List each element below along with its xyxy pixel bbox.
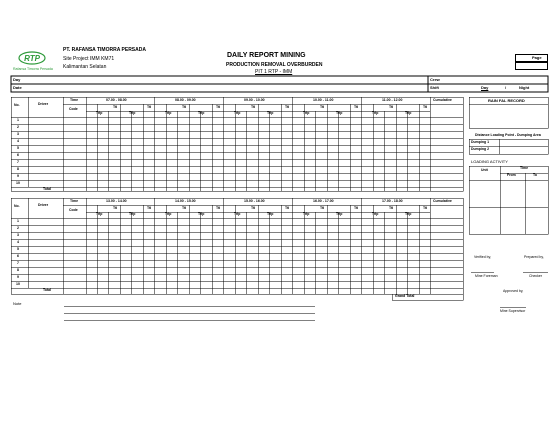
page-label: Page: [532, 55, 542, 60]
t1-ttl-header: Ttl: [182, 105, 187, 109]
mine-foreman-label: Mine Foreman: [475, 274, 498, 278]
shift-day: Day: [481, 85, 489, 90]
t1-ttl-header: Ttl: [251, 105, 256, 109]
t2-trip-header: Trip: [165, 212, 172, 216]
t2-cumulative-header: Cumulative: [433, 199, 452, 203]
t2-time-slot: 13.00 - 14.00: [106, 199, 127, 203]
t2-row-number: 8: [17, 268, 19, 272]
shift-night: Night: [519, 85, 530, 90]
t1-ttl-header: Ttl: [320, 105, 325, 109]
t2-row-number: 9: [17, 275, 19, 279]
t2-ttl-header: Ttl: [113, 206, 118, 210]
t1-row-number: 1: [17, 118, 19, 122]
t2-time-slot: 17.00 - 18.00: [382, 199, 403, 203]
verified-by-label: Verified by,: [474, 255, 492, 259]
t1-ttl-header: Ttl: [389, 105, 394, 109]
mine-supervisor-label: Mine Supervisor: [500, 309, 526, 313]
t1-trip-header: Trip: [198, 111, 205, 115]
t1-row-number: 9: [17, 174, 19, 178]
loading-unit-header: Unit: [481, 168, 488, 172]
t2-ttl-header: Ttl: [389, 206, 394, 210]
t1-time-slot: 11.00 - 12.00: [382, 98, 403, 102]
t2-ttl-header: Ttl: [320, 206, 325, 210]
distance-label: Distance Loading Point - Dumping Area: [475, 133, 541, 137]
t2-trip-header: Trip: [129, 212, 136, 216]
t1-ttl-header: Ttl: [113, 105, 118, 109]
t2-row-number: 6: [17, 254, 19, 258]
t1-row-number: 2: [17, 125, 19, 129]
t2-ttl-header: Ttl: [216, 206, 221, 210]
t2-trip-header: Trip: [303, 212, 310, 216]
t1-ttl-header: Ttl: [354, 105, 359, 109]
logo-text: RTP: [24, 54, 40, 63]
t1-row-number: 8: [17, 167, 19, 171]
t1-trip-header: Trip: [96, 111, 103, 115]
prepared-by-label: Prepared by,: [524, 255, 544, 259]
t2-row-number: 5: [17, 247, 19, 251]
t1-time-slot: 09.00 - 10.00: [244, 98, 265, 102]
t1-ttl-header: Ttl: [285, 105, 290, 109]
t2-row-number: 1: [17, 219, 19, 223]
crew-label: Crew: [430, 77, 440, 82]
t1-ttl-header: Ttl: [147, 105, 152, 109]
t2-row-number: 4: [17, 240, 19, 244]
t1-driver-header: Driver: [38, 102, 49, 106]
t1-ttl-header: Ttl: [423, 105, 428, 109]
date-label: Date: [13, 85, 22, 90]
t1-trip-header: Trip: [303, 111, 310, 115]
grand-total-label: Grand Total: [395, 294, 415, 298]
shift-label: Shift: [430, 85, 439, 90]
site-name: Site Project IMM KM71: [63, 56, 115, 62]
t1-trip-header: Trip: [372, 111, 379, 115]
t2-ttl-header: Ttl: [423, 206, 428, 210]
t1-row-number: 7: [17, 160, 19, 164]
t2-time-header: Time: [70, 199, 79, 203]
t1-row-number: 10: [16, 181, 20, 185]
t2-trip-header: Trip: [267, 212, 274, 216]
t1-time-slot: 10.00 - 11.00: [313, 98, 334, 102]
t1-trip-header: Trip: [234, 111, 241, 115]
t2-time-slot: 16.00 - 17.00: [313, 199, 334, 203]
t2-row-number: 7: [17, 261, 19, 265]
t1-time-slot: 08.00 - 09.00: [175, 98, 196, 102]
t1-no-header: No.: [14, 103, 20, 107]
shift-separator: /: [505, 85, 507, 90]
report-code: PIT 1 RTP - IMM: [255, 69, 293, 75]
t1-ttl-header: Ttl: [216, 105, 221, 109]
t2-trip-header: Trip: [96, 212, 103, 216]
t1-row-number: 5: [17, 146, 19, 150]
t1-cumulative-header: Cumulative: [433, 98, 452, 102]
report-title: DAILY REPORT MINING: [227, 52, 306, 59]
checker-label: Checker: [529, 274, 543, 278]
t1-trip-header: Trip: [165, 111, 172, 115]
t1-trip-header: Trip: [267, 111, 274, 115]
t2-total-label: Total: [43, 288, 52, 292]
rainfall-title: RAIN FAL RECORD: [488, 98, 525, 103]
t2-row-number: 3: [17, 233, 19, 237]
t2-ttl-header: Ttl: [251, 206, 256, 210]
report-subtitle: PRODUCTION REMOVAL OVERBURDEN: [226, 62, 323, 68]
t2-driver-header: Driver: [38, 203, 49, 207]
approved-by-label: Approved by,: [503, 289, 524, 293]
t1-time-slot: 07.00 - 08.00: [106, 98, 127, 102]
t2-ttl-header: Ttl: [354, 206, 359, 210]
t2-trip-header: Trip: [336, 212, 343, 216]
dumping-2-label: Dumping 2: [471, 147, 490, 151]
t1-row-number: 4: [17, 139, 19, 143]
t1-total-label: Total: [43, 187, 52, 191]
t2-code-header: Code: [69, 208, 78, 212]
t2-time-slot: 15.00 - 16.00: [244, 199, 265, 203]
loading-from-header: From: [507, 173, 516, 177]
logo-caption: Rafansa Timorra Persada: [13, 67, 53, 71]
t2-trip-header: Trip: [405, 212, 412, 216]
t1-code-header: Code: [69, 107, 78, 111]
day-label: Day: [13, 77, 21, 82]
t2-row-number: 10: [16, 282, 20, 286]
company-name: PT. RAFANSA TIMORRA PERSADA: [63, 47, 146, 53]
t1-trip-header: Trip: [405, 111, 412, 115]
loading-activity-title: LOADING ACTIVITY: [471, 159, 508, 164]
t2-trip-header: Trip: [198, 212, 205, 216]
t2-trip-header: Trip: [234, 212, 241, 216]
t2-ttl-header: Ttl: [147, 206, 152, 210]
note-label: Note: [13, 301, 22, 306]
t1-trip-header: Trip: [129, 111, 136, 115]
t2-trip-header: Trip: [372, 212, 379, 216]
t2-ttl-header: Ttl: [182, 206, 187, 210]
loading-time-header: Time: [520, 166, 529, 170]
dumping-1-label: Dumping 1: [471, 140, 490, 144]
t1-trip-header: Trip: [336, 111, 343, 115]
t1-row-number: 3: [17, 132, 19, 136]
t2-no-header: No.: [14, 204, 20, 208]
t2-time-slot: 14.00 - 15.00: [175, 199, 196, 203]
t1-time-header: Time: [70, 98, 79, 102]
t1-row-number: 6: [17, 153, 19, 157]
t2-ttl-header: Ttl: [285, 206, 290, 210]
region-name: Kalimantan Selatan: [63, 64, 107, 70]
t2-row-number: 2: [17, 226, 19, 230]
loading-to-header: To: [533, 173, 538, 177]
